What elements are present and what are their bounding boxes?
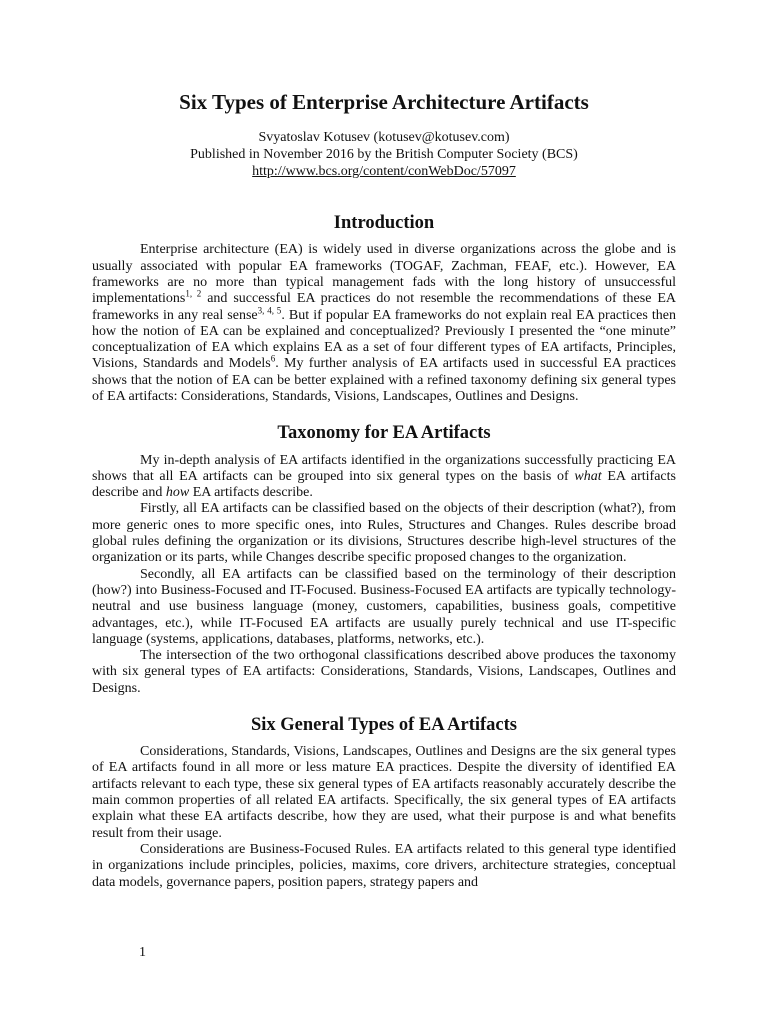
six-types-heading: Six General Types of EA Artifacts — [250, 714, 517, 735]
taxonomy-paragraph-3: Secondly, all EA artifacts can be classified based on the terminology of their description (how?) into Business-Focused and IT-Focused. Business-Focused EA artifacts are typically technology-neutral and use business language (money, customers, capabilities, business goals, competitive advantages, etc.), while IT-Focused EA artifacts are usually purely technical and use IT-specific language (systems, applications, databases, platforms, networks, etc.). — [92, 566, 676, 647]
introduction-heading: Introduction — [333, 213, 435, 234]
footnote-ref: 3, 4, 5 — [257, 304, 282, 315]
six-types-paragraph-1: Considerations, Standards, Visions, Landscapes, Outlines and Designs are the six general types of EA artifacts found in all more or less mature EA practices. Despite the diversity of identified EA artifacts relevant to each type, these six general types of EA artifacts reasonably accurately describe the main common properties of all related EA artifacts. Specifically, the six general types of EA artifacts explain what these EA artifacts describe, how they are used, what their purpose is and what benefits result from their usage. — [92, 744, 676, 841]
page-number: 1 — [139, 945, 146, 960]
six-types-paragraph-2: Considerations are Business-Focused Rules. EA artifacts related to this general type identified in organizations include principles, policies, maxims, core drivers, architecture strategies, conceptual data models, governance papers, position papers, strategy papers and — [92, 841, 676, 890]
taxonomy-paragraph-1: My in-depth analysis of EA artifacts identified in the organizations successfully practicing EA shows that all EA artifacts can be grouped into six general types on the basis of what EA artifacts describe and how EA artifacts describe. — [92, 452, 676, 501]
footnote-ref: 6 — [270, 353, 276, 364]
taxonomy-heading: Taxonomy for EA Artifacts — [277, 423, 491, 444]
footnote-ref: 1, 2 — [185, 288, 202, 299]
taxonomy-paragraph-2: Firstly, all EA artifacts can be classified based on the objects of their description (what?), from more generic ones to more specific ones, into Rules, Structures and Changes. Rules describe broad global rules defining the organization or its divisions, Structures describe high-level structures of the organization or its parts, while Changes describe specific proposed changes to the organization. — [92, 501, 676, 566]
document-title: Six Types of Enterprise Architecture Artifacts — [179, 90, 589, 114]
taxonomy-paragraph-4: The intersection of the two orthogonal classifications described above produces the taxonomy with six general types of EA artifacts: Considerations, Standards, Visions, Landscapes, Outlines and Designs. — [92, 648, 676, 696]
document-meta — [92, 129, 676, 180]
published-line: Published in November 2016 by the British Computer Society (BCS) — [190, 147, 578, 163]
source-link[interactable]: http://www.bcs.org/content/conWebDoc/57097 — [252, 164, 516, 180]
introduction-paragraph: Enterprise architecture (EA) is widely used in diverse organizations across the globe and is usually associated with popular EA frameworks (TOGAF, Zachman, FEAF, etc.). However, EA frameworks are no more than typical management fads with the long history of unsuccessful implementations$^{1, 2}$ and successful EA practices do not resemble the recommendations of these EA frameworks in any real sense$^{3, 4, 5}$. But if popular EA frameworks do not explain real EA practices then how the notion of EA can be explained and conceptualized? Previously I presented the “one minute” conceptualization of EA which explains EA as a set of four different types of EA artifacts, Principles, Visions, Standards and Models$^6$. My further analysis of EA artifacts used in successful EA practices shows that the notion of EA can be better explained with a refined taxonomy defining six general types of EA artifacts: Considerations, Standards, Visions, Landscapes, Outlines and Designs. — [92, 242, 676, 405]
author-line: Svyatoslav Kotusev (kotusev@kotusev.com) — [258, 130, 510, 146]
